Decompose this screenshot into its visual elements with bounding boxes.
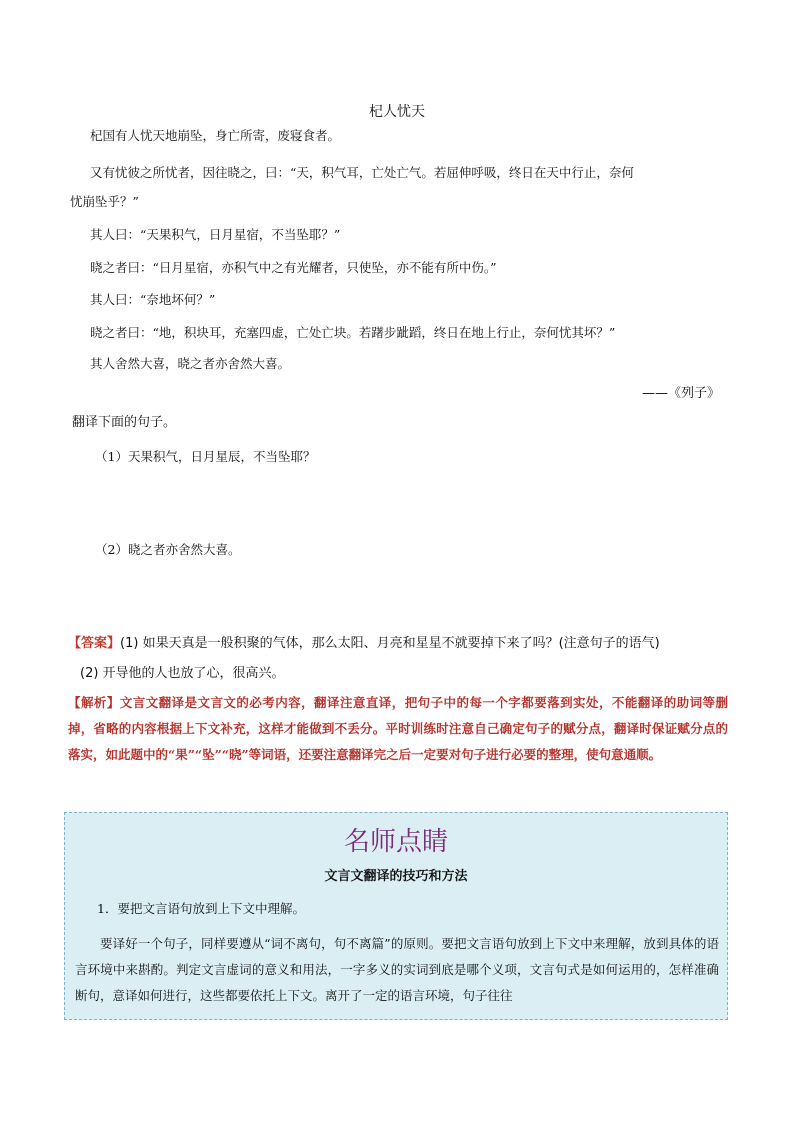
answer-line-2: (2) 开导他的人也放了心，很高兴。 [80, 666, 285, 681]
passage-line-5: 晓之者曰：“日月星宿，亦积气中之有光耀者，只使坠，亦不能有所中伤。” [90, 260, 497, 275]
passage-line-1: 杞国有人忧天地崩坠，身亡所寄，废寝食者。 [90, 128, 341, 143]
passage-line-7: 晓之者曰：“地，积块耳，充塞四虚，亡处亡块。若躇步跐蹈，终日在地上行止，奈何忧其坏？” [90, 325, 616, 340]
tips-subtitle: 文言文翻译的技巧和方法 [324, 869, 468, 884]
answer-text-1: (1) 如果天真是一般积聚的气体，那么太阳、月亮和星星不就要掉下来了吗？(注意句子的语气) [120, 636, 660, 651]
passage-line-4: 其人曰：“天果积气，日月星宿，不当坠耶？” [90, 227, 341, 242]
answer-label: 【答案】 [68, 636, 121, 651]
answer-line-1 [68, 632, 660, 651]
tips-body: 要译好一个句子，同样要遵从“词不离句，句不离篇”的原则。要把文言语句放到上下文中来理解，放到具体的语言环境中来斟酌。判定文言虚词的意义和用法，一字多义的实词到底是哪个义项，文言句式是如何运用的，怎样准确断句，意译如何进行，这些都要依托上下文。离开了一定的语言环境，句子往往 [75, 936, 719, 1003]
analysis-label: 【解析】 [68, 695, 120, 710]
tips-title: 名师点睛 [343, 827, 448, 857]
tips-box [64, 812, 728, 1020]
question-2: （2）晓之者亦舍然大喜。 [95, 542, 241, 557]
question-instruction: 翻译下面的句子。 [72, 415, 177, 430]
tips-point-1: 1．要把文言语句放到上下文中理解。 [97, 901, 305, 916]
passage-line-8: 其人舍然大喜，晓之者亦舍然大喜。 [90, 356, 291, 371]
passage-line-2: 又有忧彼之所忧者，因往晓之，曰：“天，积气耳，亡处亡气。若屈伸呼吸，终日在天中行止，奈何 [90, 165, 634, 180]
analysis-text: 文言文翻译是文言文的必考内容，翻译注意直译，把句子中的每一个字都要落到实处，不能翻译的助词等删掉，省略的内容根据上下文补充，这样才能做到不丢分。平时训练时注意自己确定句子的赋分点，翻译时保证赋分点的落实，如此题中的“果”“坠”“晓”等词语，还要注意翻译完之后一定要对句子进行必要的整理，使句意通顺。 [68, 695, 728, 762]
passage-title: 杞人忧天 [369, 104, 425, 120]
question-1: （1）天果积气，日月星辰，不当坠耶？ [95, 449, 316, 464]
passage-line-6: 其人曰：“奈地坏何？” [90, 292, 216, 307]
analysis-paragraph [68, 690, 728, 768]
passage-line-3: 忧崩坠乎？” [70, 194, 139, 209]
passage-source: ——《列子》 [641, 386, 720, 401]
